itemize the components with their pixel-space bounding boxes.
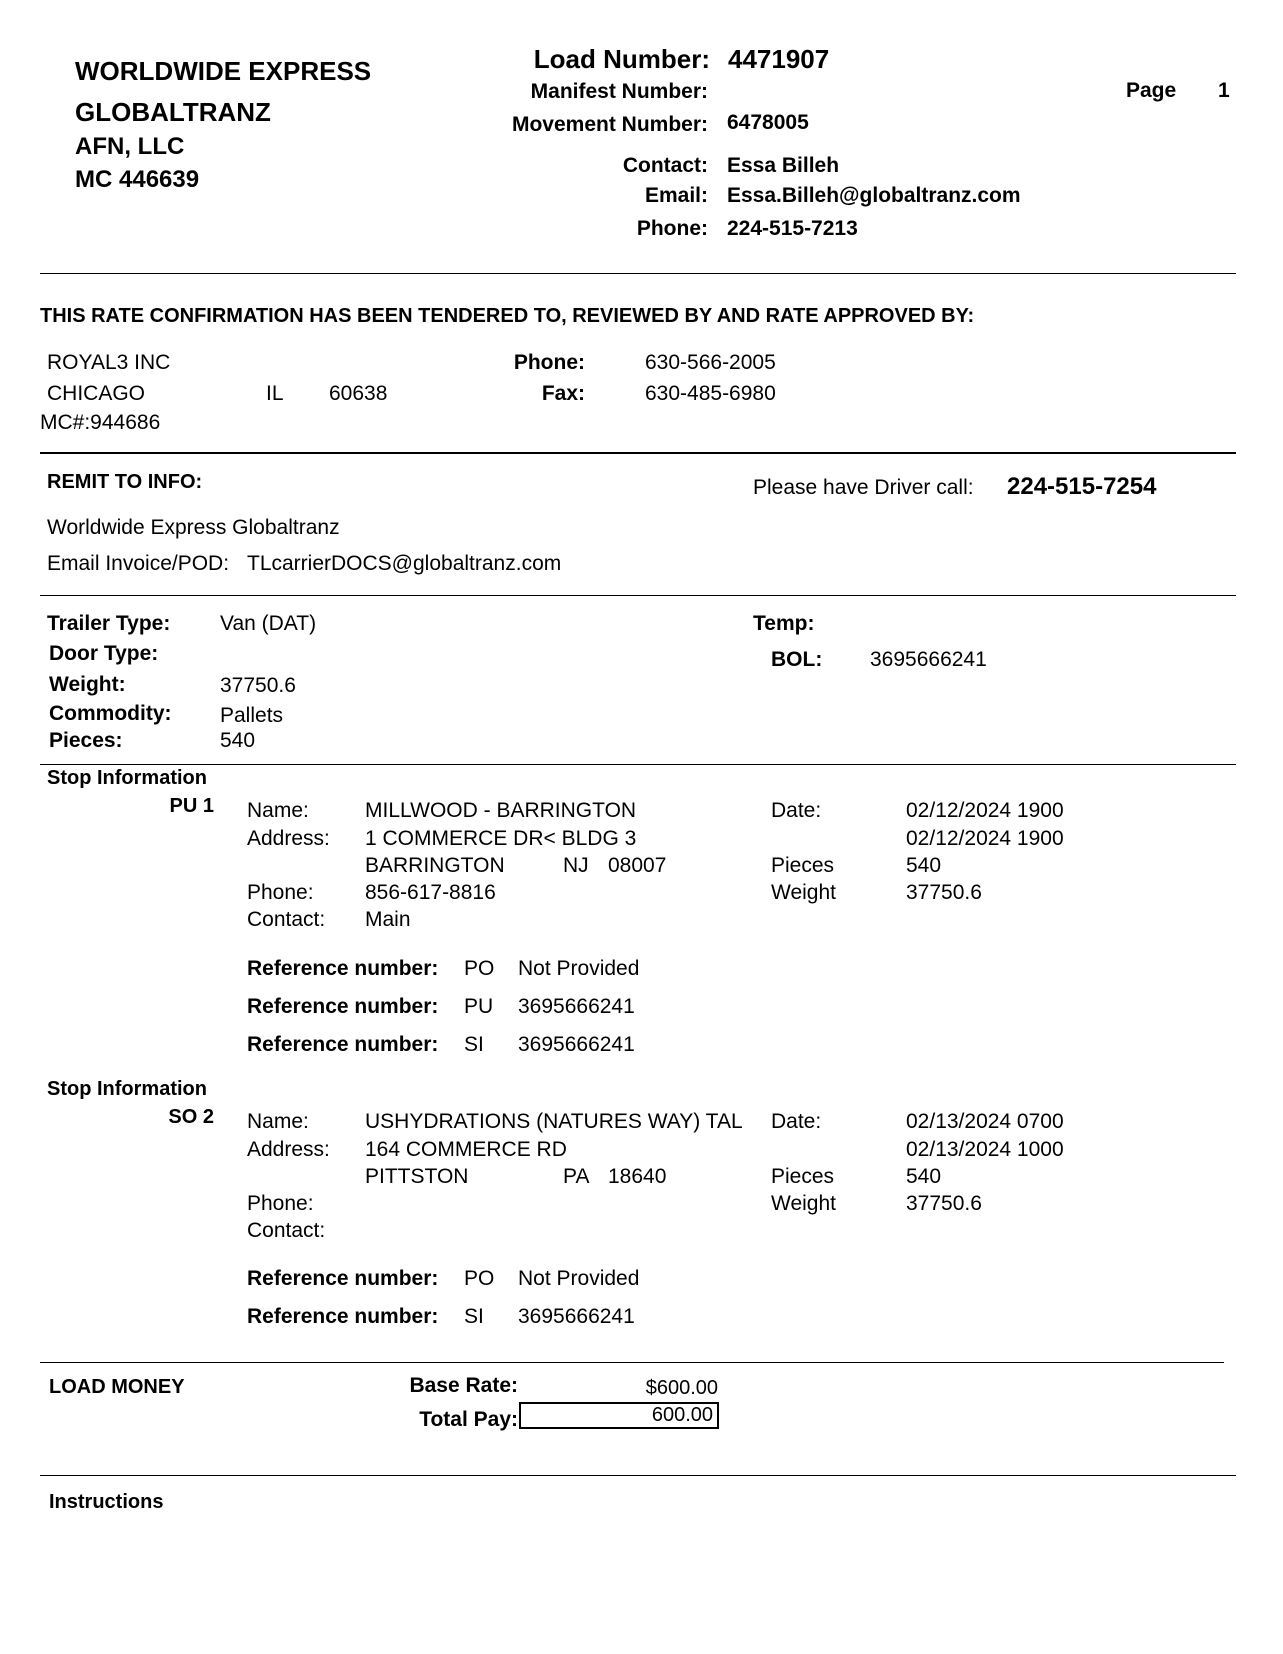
reference-type: PO	[464, 957, 495, 980]
stop-address: 164 COMMERCE RD	[365, 1138, 567, 1161]
stop-zip: 18640	[608, 1165, 667, 1188]
weight-value: 37750.6	[220, 674, 296, 697]
carrier-zip: 60638	[329, 382, 388, 405]
stop-name: USHYDRATIONS (NATURES WAY) TAL	[365, 1110, 743, 1133]
total-pay-label: Total Pay:	[419, 1408, 518, 1431]
company-line: WORLDWIDE EXPRESS	[75, 56, 372, 86]
door-type-label: Door Type:	[49, 642, 159, 665]
stop-weight-label: Weight	[771, 881, 836, 904]
load-money-heading: LOAD MONEY	[49, 1376, 185, 1398]
reference-label: Reference number:	[247, 957, 439, 980]
email-value: Essa.Billeh@globaltranz.com	[727, 184, 1021, 207]
reference-label: Reference number:	[247, 1033, 439, 1056]
stop-date-start: 02/12/2024 1900	[906, 799, 1064, 822]
reference-label: Reference number:	[247, 1305, 439, 1328]
reference-type: SI	[464, 1305, 484, 1328]
stop-contact: Main	[365, 908, 411, 931]
page-label: Page	[1126, 79, 1177, 102]
carrier-name: ROYAL3 INC	[47, 351, 171, 374]
movement-value: 6478005	[727, 111, 809, 134]
total-pay-box	[519, 1402, 719, 1429]
movement-label: Movement Number:	[511, 113, 708, 136]
carrier-fax-label: Fax:	[541, 382, 585, 405]
divider	[40, 1362, 1224, 1363]
load-number: 4471907	[728, 44, 830, 74]
carrier-city: CHICAGO	[47, 382, 146, 405]
stop-date-label: Date:	[771, 799, 822, 822]
stop-address: 1 COMMERCE DR< BLDG 3	[365, 827, 637, 850]
stop-pieces-label: Pieces	[771, 854, 835, 877]
base-rate-value: $600.00	[645, 1377, 718, 1399]
bol-label: BOL:	[771, 648, 823, 671]
reference-type: SI	[464, 1033, 484, 1056]
contact-label: Contact:	[622, 154, 708, 177]
divider	[40, 452, 1236, 454]
total-pay-value: 600.00	[651, 1404, 713, 1426]
stop-name: MILLWOOD - BARRINGTON	[365, 799, 637, 822]
company-line: MC 446639	[75, 166, 200, 193]
phone-value: 224-515-7213	[727, 217, 858, 240]
remit-company: Worldwide Express Globaltranz	[47, 516, 340, 539]
load-number-label: Load Number:	[533, 44, 710, 74]
carrier-state: IL	[266, 382, 284, 405]
reference-value: 3695666241	[518, 995, 635, 1018]
divider	[40, 595, 1236, 596]
carrier-phone: 630-566-2005	[645, 351, 776, 374]
stop-pieces-label: Pieces	[771, 1165, 835, 1188]
commodity-value: Pallets	[220, 704, 284, 727]
divider	[40, 1475, 1236, 1476]
stop-address-label: Address:	[247, 827, 330, 850]
weight-label: Weight:	[49, 673, 126, 696]
remit-email-label: Email Invoice/POD:	[47, 552, 230, 575]
reference-type: PO	[464, 1267, 495, 1290]
commodity-label: Commodity:	[49, 702, 172, 725]
stop-date-start: 02/13/2024 0700	[906, 1110, 1064, 1133]
stop-phone: 856-617-8816	[365, 881, 496, 904]
reference-value: 3695666241	[518, 1033, 635, 1056]
base-rate-label: Base Rate:	[409, 1374, 518, 1397]
remit-email: TLcarrierDOCS@globaltranz.com	[247, 552, 562, 575]
stop-weight: 37750.6	[906, 881, 982, 904]
carrier-mc: MC#:944686	[40, 411, 161, 434]
stop-city: BARRINGTON	[365, 854, 505, 877]
reference-type: PU	[464, 995, 494, 1018]
driver-call-number: 224-515-7254	[1007, 473, 1157, 500]
stop-code: SO 2	[168, 1106, 214, 1128]
stop-contact-label: Contact:	[247, 1219, 326, 1242]
manifest-label: Manifest Number:	[530, 80, 708, 103]
stop-weight: 37750.6	[906, 1192, 982, 1215]
stop-phone-label: Phone:	[247, 881, 314, 904]
phone-label: Phone:	[636, 217, 708, 240]
stop-heading: Stop Information	[47, 767, 207, 789]
trailer-type-label: Trailer Type:	[47, 612, 171, 635]
carrier-fax: 630-485-6980	[645, 382, 776, 405]
company-line: GLOBALTRANZ	[75, 97, 271, 127]
company-line: AFN, LLC	[75, 133, 185, 160]
instructions-heading: Instructions	[49, 1491, 164, 1513]
stop-date-label: Date:	[771, 1110, 822, 1133]
carrier-phone-label: Phone:	[513, 351, 585, 374]
stop-address-label: Address:	[247, 1138, 330, 1161]
stop-zip: 08007	[608, 854, 667, 877]
stop-heading: Stop Information	[47, 1078, 207, 1100]
driver-call-label: Please have Driver call:	[753, 476, 974, 499]
pieces-label: Pieces:	[49, 729, 123, 752]
pieces-value: 540	[220, 729, 256, 752]
divider	[40, 764, 1236, 765]
reference-value: Not Provided	[518, 1267, 640, 1290]
tender-heading: THIS RATE CONFIRMATION HAS BEEN TENDERED TO, REVIEWED BY AND RATE APPROVED BY:	[40, 305, 975, 327]
bol-value: 3695666241	[870, 648, 987, 671]
reference-value: Not Provided	[518, 957, 640, 980]
trailer-type-value: Van (DAT)	[220, 612, 317, 635]
stop-date-end: 02/13/2024 1000	[906, 1138, 1064, 1161]
stop-weight-label: Weight	[771, 1192, 836, 1215]
email-label: Email:	[644, 184, 708, 207]
contact-value: Essa Billeh	[727, 154, 840, 177]
divider	[40, 273, 1236, 274]
stop-date-end: 02/12/2024 1900	[906, 827, 1064, 850]
stop-code: PU 1	[169, 795, 214, 817]
stop-pieces: 540	[906, 854, 942, 877]
reference-value: 3695666241	[518, 1305, 635, 1328]
page-number: 1	[1218, 79, 1230, 102]
temp-label: Temp:	[753, 612, 815, 635]
stop-name-label: Name:	[247, 799, 309, 822]
reference-label: Reference number:	[247, 995, 439, 1018]
stop-state: PA	[563, 1165, 590, 1188]
reference-label: Reference number:	[247, 1267, 439, 1290]
stop-contact-label: Contact:	[247, 908, 326, 931]
stop-phone-label: Phone:	[247, 1192, 314, 1215]
stop-pieces: 540	[906, 1165, 942, 1188]
stop-state: NJ	[563, 854, 589, 877]
remit-heading: REMIT TO INFO:	[47, 471, 203, 493]
stop-name-label: Name:	[247, 1110, 309, 1133]
stop-city: PITTSTON	[365, 1165, 469, 1188]
